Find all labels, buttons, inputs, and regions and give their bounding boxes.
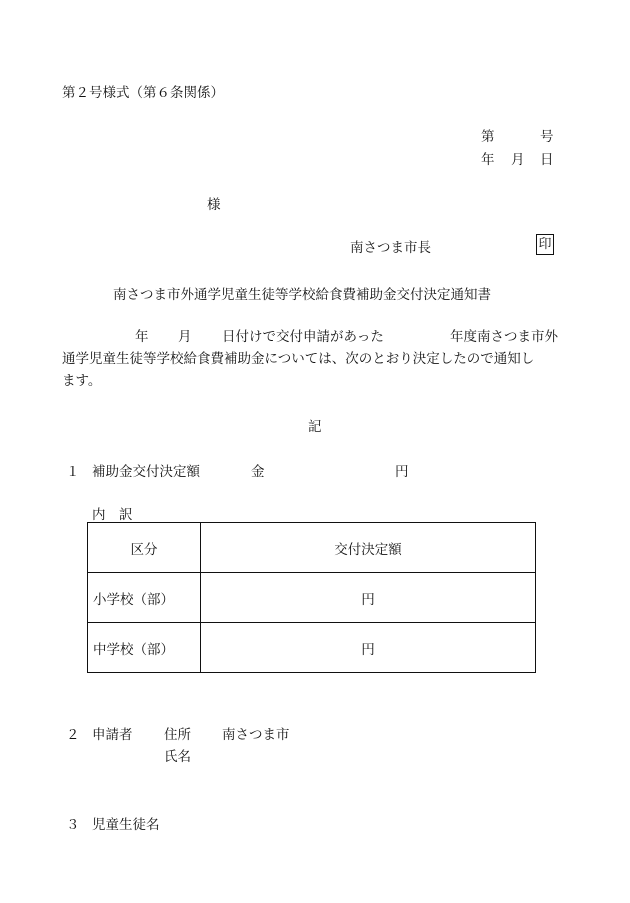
date-month: 月 xyxy=(511,152,525,168)
document-number-suffix: 号 xyxy=(540,129,554,145)
item3-number: ３ xyxy=(66,817,80,833)
body-line2: 通学児童生徒等学校給食費補助金については、次のとおり決定したので通知し xyxy=(62,351,535,367)
document-title: 南さつま市外通学児童生徒等学校給食費補助金交付決定通知書 xyxy=(113,287,491,303)
table-header-row xyxy=(88,523,536,573)
item1-yen: 円 xyxy=(395,464,409,480)
row-amount-unit: 円 xyxy=(201,623,536,673)
seal-mark: 印 xyxy=(536,234,554,255)
ki-label: 記 xyxy=(308,419,322,435)
item1-kin: 金 xyxy=(251,464,265,480)
table-row xyxy=(88,573,536,623)
addressee-honorific: 様 xyxy=(207,197,221,213)
address-value: 南さつま市 xyxy=(222,727,290,743)
item1-number: １ xyxy=(66,464,80,480)
date-day: 日 xyxy=(540,152,554,168)
header-category: 区分 xyxy=(88,523,201,573)
item1-label: 補助金交付決定額 xyxy=(92,464,200,480)
address-label: 住所 xyxy=(164,727,191,743)
item2-number: ２ xyxy=(66,727,80,743)
body-part1: 日付けで交付申請があった xyxy=(222,329,384,345)
name-label: 氏名 xyxy=(164,749,191,765)
body-line3: ます。 xyxy=(62,373,102,389)
document-number-prefix: 第 xyxy=(481,129,495,145)
row-amount-unit: 円 xyxy=(201,573,536,623)
body-part2: 年度南さつま市外 xyxy=(450,329,558,345)
row-category: 小学校（部） xyxy=(88,573,201,623)
breakdown-heading: 内 訳 xyxy=(92,507,133,523)
item2-label: 申請者 xyxy=(92,727,133,743)
row-category: 中学校（部） xyxy=(88,623,201,673)
body-year: 年 xyxy=(135,329,149,345)
breakdown-table xyxy=(87,522,536,673)
body-month: 月 xyxy=(178,329,192,345)
date-year: 年 xyxy=(481,152,495,168)
form-number: 第２号様式（第６条関係） xyxy=(62,85,224,101)
table-row xyxy=(88,623,536,673)
item3-label: 児童生徒名 xyxy=(92,817,160,833)
issuer-name: 南さつま市長 xyxy=(350,240,431,256)
header-amount: 交付決定額 xyxy=(201,523,536,573)
